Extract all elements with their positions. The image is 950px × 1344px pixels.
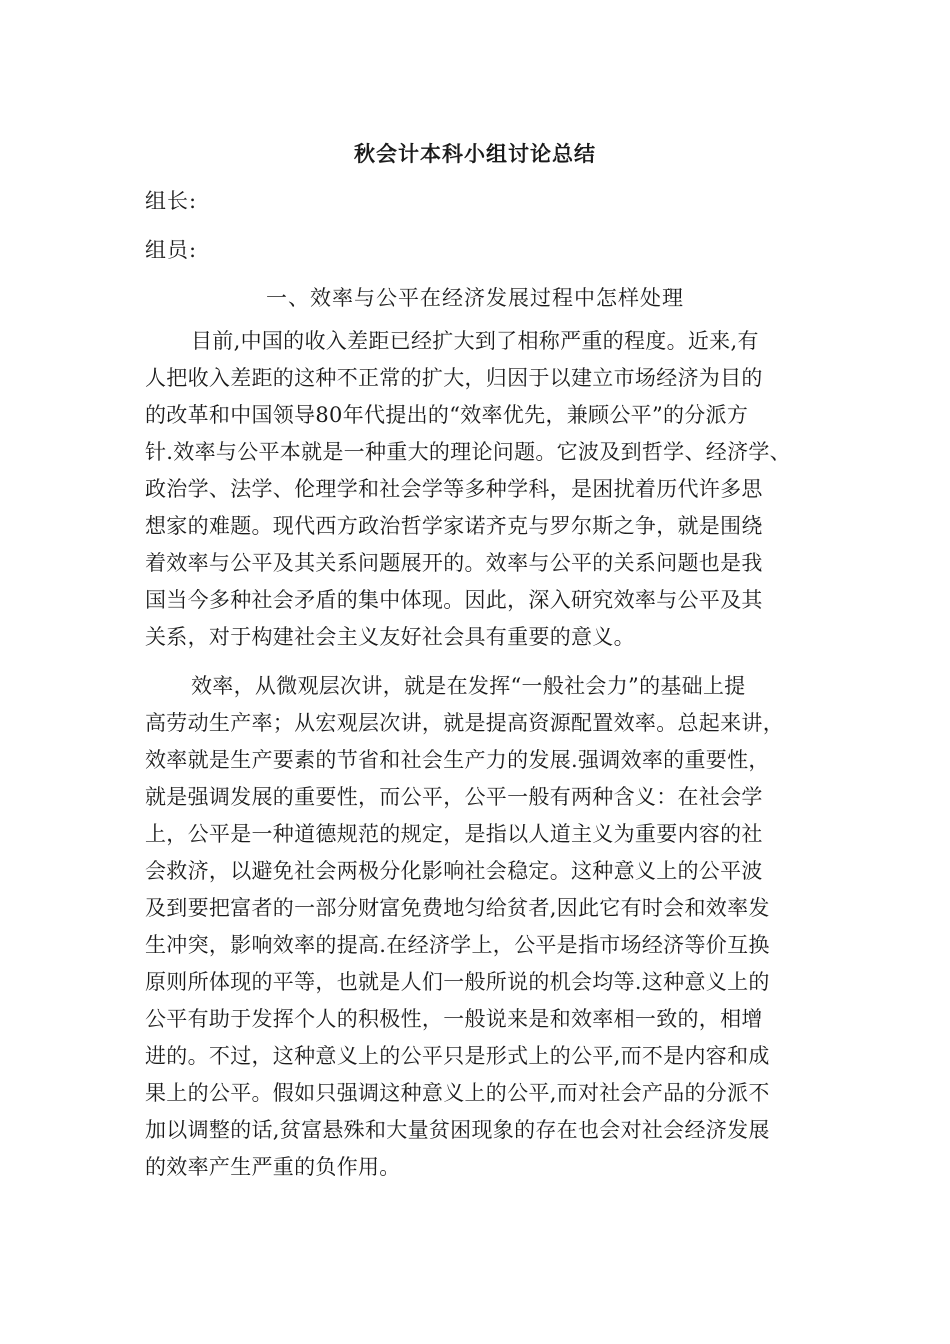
paragraph-line: 人把收入差距的这种不正常的扩大，归因于以建立市场经济为目的 [145,366,763,390]
paragraph-line: 上，公平是一种道德规范的规定，是指以人道主义为重要内容的社 [145,822,763,846]
paragraph-line: 原则所体现的平等，也就是人们一般所说的机会均等.这种意义上的 [145,970,770,994]
paragraph-line: 加以调整的话,贫富悬殊和大量贫困现象的存在也会对社会经济发展 [145,1118,770,1142]
paragraph-line: 生冲突，影响效率的提高.在经济学上，公平是指市场经济等价互换 [145,933,770,957]
document-title: 秋会计本科小组讨论总结 [354,141,596,166]
paragraph-line: 的改革和中国领导80年代提出的“效率优先，兼顾公平”的分派方 [145,403,749,427]
paragraph-line: 关系，对于构建社会主义友好社会具有重要的意义。 [145,625,635,649]
group-members-label: 组员: [145,238,198,262]
paragraph-line: 高劳动生产率；从宏观层次讲，就是提高资源配置效率。总起来讲， [145,711,784,735]
paragraph-intro [145,323,791,656]
paragraph-line: 公平有助于发挥个人的积极性，一般说来是和效率相一致的，相增 [145,1007,763,1031]
paragraph-line: 就是强调发展的重要性，而公平，公平一般有两种含义：在社会学 [145,785,763,809]
paragraph-line: 效率就是生产要素的节省和社会生产力的发展.强调效率的重要性， [145,748,770,772]
paragraph-line: 政治学、法学、伦理学和社会学等多种学科，是困扰着历代许多思 [145,477,763,501]
paragraph-line: 的效率产生严重的负作用。 [145,1155,401,1179]
paragraph-line: 想家的难题。现代西方政治哲学家诺齐克与罗尔斯之争，就是围绕 [145,514,763,538]
paragraph-line: 针.效率与公平本就是一种重大的理论问题。它波及到哲学、经济学、 [145,440,791,464]
paragraph-line: 国当今多种社会矛盾的集中体现。因此，深入研究效率与公平及其 [145,588,763,612]
paragraph-line: 目前,中国的收入差距已经扩大到了相称严重的程度。近来,有 [191,329,759,353]
paragraph-line: 及到要把富者的一部分财富免费地匀给贫者,因此它有时会和效率发 [145,896,770,920]
paragraph-line: 效率，从微观层次讲，就是在发挥“一般社会力”的基础上提 [191,674,746,698]
paragraph-line: 果上的公平。假如只强调这种意义上的公平,而对社会产品的分派不 [145,1081,770,1105]
paragraph-efficiency [145,668,784,1186]
group-leader-label: 组长: [145,189,198,213]
section-heading: 一、效率与公平在经济发展过程中怎样处理 [266,286,684,310]
paragraph-line: 会救济，以避免社会两极分化影响社会稳定。这种意义上的公平波 [145,859,763,883]
paragraph-line: 着效率与公平及其关系问题展开的。效率与公平的关系问题也是我 [145,551,763,575]
paragraph-line: 进的。不过，这种意义上的公平只是形式上的公平,而不是内容和成 [145,1044,770,1068]
